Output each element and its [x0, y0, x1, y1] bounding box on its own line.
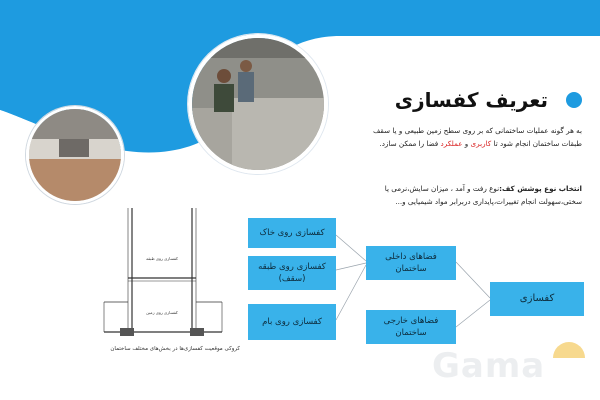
- highlight-function: عملکرد: [440, 139, 463, 148]
- definition-paragraph: به هر گونه عملیات ساختمانی که بر روی سطح زمین طبیعی و یا سقف طبقات ساختمان انجام شود تا کاربری و عملکرد فضا را ممکن سازد.: [372, 126, 582, 148]
- page-title: تعریف کفسازی: [394, 88, 548, 112]
- gama-logo-watermark: Gama: [432, 346, 546, 386]
- leaf-box-on-soil: کفسازی روی خاک: [248, 218, 336, 248]
- leaf-box-on-floor: کفسازی روی طبقه (سقف): [248, 256, 336, 290]
- root-box-flooring: کفسازی: [490, 282, 584, 316]
- diagram-caption: کروکی موقعیت کفسازی‌ها در بخش‌های مختلف ساختمان: [110, 346, 240, 352]
- building-section-diagram: [94, 204, 234, 344]
- branch-box-interior: فضاهای داخلی ساختمان: [366, 246, 456, 280]
- branch-box-exterior: فضاهای خارجی ساختمان: [366, 310, 456, 344]
- selection-text: نوع رفت و آمد ، میزان سایش،نرمی یا سختی،سهولت انجام تغییرات،پایداری دربرابر مواد شیمیایی و...: [384, 184, 582, 206]
- diagram-label-upper: کفسازی روی طبقه: [146, 256, 178, 261]
- highlight-usage: کاربری: [470, 139, 492, 148]
- diagram-label-lower: کفسازی روی زمین: [146, 310, 178, 315]
- selection-label: انتخاب نوع پوشش کف:: [499, 184, 582, 193]
- leaf-box-on-roof: کفسازی روی بام: [248, 304, 336, 340]
